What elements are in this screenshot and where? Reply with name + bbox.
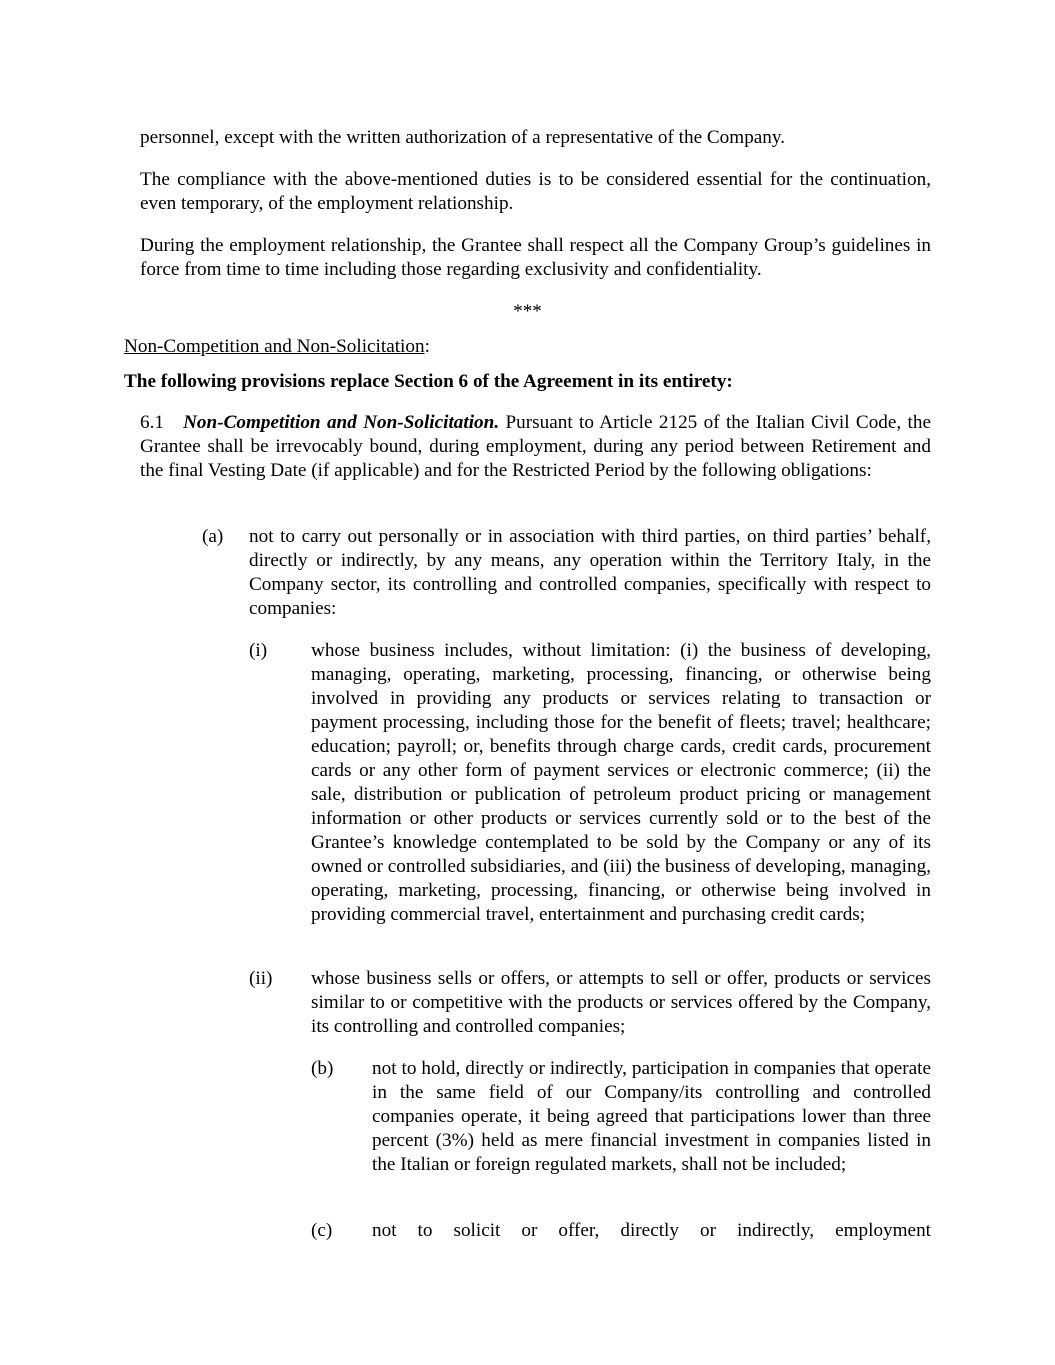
bold-intro: The following provisions replace Section 6 of the Agreement in its entirety: <box>124 371 733 392</box>
item-c-label: (c) <box>311 1220 333 1241</box>
item-c-text: not to solicit or offer, directly or indirectly, employment <box>372 1220 931 1241</box>
section-6-1-title: Non-Competition and Non-Solicitation. <box>183 412 500 433</box>
section-6-1-number: 6.1 <box>140 412 164 433</box>
paragraph-personnel: personnel, except with the written authorization of a representative of the Company. <box>140 127 786 148</box>
item-i-text: whose business includes, without limitation: (i) the business of developing, managing, operating, marketing, processing, financing, or otherwise being involved in providing any products or services relating to transaction or payment processing, including those for the benefit of fleets; travel; healthcare; education; payroll; or, benefits through charge cards, credit cards, procurement cards or any other form of payment services or electronic commerce; (ii) the sale, distribution or publication of petroleum product pricing or management information or other products or services currently sold or to the best of the Grantee’s knowledge contemplated to be sold by the Company or any of its owned or controlled subsidiaries, and (iii) the business of developing, managing, operating, marketing, processing, financing, or otherwise being involved in providing commercial travel, entertainment and purchasing credit cards; <box>311 640 931 925</box>
item-a-label: (a) <box>202 526 224 547</box>
item-a-text: not to carry out personally or in association with third parties, on third parties’ behalf, directly or indirectly, by any means, any operation within the Territory Italy, in the Company sector, its controlling and controlled companies, specifically with respect to companies: <box>249 526 931 619</box>
item-b-label: (b) <box>311 1058 334 1079</box>
section-separator: *** <box>513 301 542 322</box>
heading-colon: : <box>424 336 430 357</box>
section-heading-text: Non-Competition and Non-Solicitation <box>124 336 425 357</box>
section-heading <box>124 335 724 359</box>
section-6-1 <box>140 411 931 483</box>
item-ii-text: whose business sells or offers, or attempts to sell or offer, products or services similar to or competitive with the products or services offered by the Company, its controlling and controlled companies; <box>311 968 931 1037</box>
item-b-text: not to hold, directly or indirectly, participation in companies that operate in the same field of our Company/its controlling and controlled companies operate, it being agreed that participations lower than three percent (3%) held as mere financial investment in companies listed in the Italian or foreign regulated markets, shall not be included; <box>372 1058 931 1175</box>
section-6-1-text: Pursuant to Article 2125 of the Italian Civil Code, the Grantee shall be irrevocably bound, during employment, during any period between Retirement and the final Vesting Date (if applicable) and for the Restricted Period by the following obligations: <box>140 412 931 481</box>
paragraph-compliance: The compliance with the above-mentioned duties is to be considered essential for the continuation, even temporary, of the employment relationship. <box>140 169 931 214</box>
item-i-label: (i) <box>249 640 268 661</box>
paragraph-during-employment: During the employment relationship, the Grantee shall respect all the Company Group’s guidelines in force from time to time including those regarding exclusivity and confidentiality. <box>140 235 931 280</box>
item-ii-label: (ii) <box>249 968 273 989</box>
